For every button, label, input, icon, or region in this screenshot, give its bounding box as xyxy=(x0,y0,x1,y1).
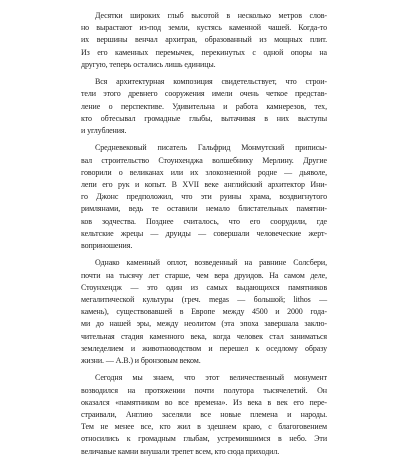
text-line: и углубления. xyxy=(81,126,127,136)
text-line: страивали, Англию заселяли все новые племена и народы. xyxy=(81,410,327,420)
text-line: ков зодчества. Позднее считалось, что его соорудили, где xyxy=(81,216,327,226)
text-line: оказался «памятником во все времена». Из века в век его пере- xyxy=(81,397,327,407)
paragraph-3 xyxy=(81,142,327,252)
text-line: другую, теперь остались лишь единицы. xyxy=(81,59,216,69)
text-line: вал строительство Стоунхенджа волшебнику Мерлину. Другие xyxy=(81,155,327,165)
text-line: но вырастают из-под земли, кустясь каменной чашей. Когда-то xyxy=(81,23,327,33)
text-line: римлянами, ведь те оставили немало блистательных памятни- xyxy=(81,204,327,214)
text-line: тели этого древнего сооружения имели очень четкое представ- xyxy=(81,89,327,99)
text-line: говорили о великанах или их злокозненной родне — дьяволе, xyxy=(81,167,327,177)
text-line: жизни. — А.В.) и бронзовым веком. xyxy=(81,356,201,366)
text-line: Тем не менее все, кто жил в здешнем краю, с благоговением xyxy=(81,422,327,432)
text-line: Стоунхендж — это один из самых выдающихся памятников xyxy=(81,282,327,292)
text-line: величавые камни внушали трепет всем, кто сюда приходил. xyxy=(81,446,280,456)
text-line: их вершины венчал архитрав, образованный из мощных плит. xyxy=(81,35,327,45)
text-line: ми до нашей эры, между неолитом (эта эпоха завершала заклю- xyxy=(81,319,327,329)
text-line: кто обтесывал громадные глыбы, вытачивая в них выступы xyxy=(81,113,327,123)
text-line: Вся архитектурная композиция свидетельствует, что строи- xyxy=(95,77,327,87)
text-line: почти на тысячу лет старше, чем вера друидов. На самом деле, xyxy=(81,270,327,280)
text-line: Десятки широких глыб высотой в несколько метров слов- xyxy=(95,11,327,20)
text-line: мегалитической культуры (греч. megas — большой; lithos — xyxy=(81,295,327,305)
text-line: Из его каменных перемычек, перекинутых с одной опоры на xyxy=(81,47,327,57)
text-line: ление о перспективе. Удивительна и работа камнерезов, тех, xyxy=(81,101,327,111)
text-line: земледелием и животноводством и перешел к оседлому образу xyxy=(81,343,327,353)
text-line: чительная стадия каменного века, когда человек стал заниматься xyxy=(81,331,327,341)
text-line: камень), существовавшей в Европе между 4500 и 2000 года- xyxy=(81,307,327,317)
text-line: относились к громадным глыбам, устремившимся в небо. Эти xyxy=(81,434,327,444)
text-column xyxy=(81,10,327,458)
text-line: возводился на протяжении почти полутора тысячелетий. Он xyxy=(81,385,327,395)
paragraph-5 xyxy=(81,372,327,457)
text-line: кельтские жрецы — друиды — совершали человеческие жерт- xyxy=(81,228,327,238)
paragraph-1 xyxy=(81,10,327,71)
text-line: Средневековый писатель Гальфрид Монмутский приписы- xyxy=(95,143,327,153)
text-line: лепи его рук и копыт. В XVII веке английский архитектор Ини- xyxy=(81,180,327,190)
paragraph-4 xyxy=(81,257,327,367)
text-line: воприношения. xyxy=(81,241,133,251)
paragraph-2 xyxy=(81,76,327,137)
text-line: Сегодня мы знаем, что этот величественный монумент xyxy=(95,373,327,383)
text-line: го Джонс предположил, что эти руины храма, воздвигнутого xyxy=(81,192,327,202)
text-line: Однако каменный оплот, возведенный на равнине Солсбери, xyxy=(95,258,327,268)
